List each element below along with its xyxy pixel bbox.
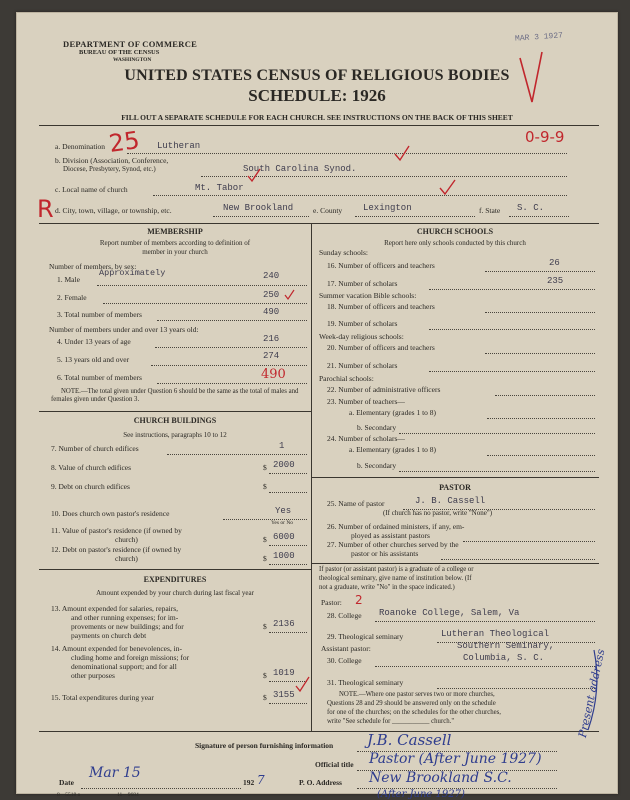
red-mark-code: 0-9-9 (525, 128, 565, 146)
form-instruction: FILL OUT A SEPARATE SCHEDULE FOR EACH CHURCH. SEE INSTRUCTIONS ON THE BACK OF THIS SHEET (121, 113, 513, 122)
owns-residence-field[interactable]: Yes (275, 506, 292, 516)
check-mark-icon (440, 180, 455, 194)
schedule-title: SCHEDULE: 1926 (248, 86, 386, 105)
owns-residence-label: 10. Does church own pastor's residence (51, 509, 170, 518)
graduate-note-2: theological seminary, give name of institution below. (If (319, 575, 472, 582)
dollar-sign: $ (263, 463, 267, 472)
city-name: WASHINGTON (113, 57, 152, 63)
pastor-note-4: write "See schedule for ___________ church." (327, 718, 455, 725)
parochial-scholars-label: 24. Number of scholars— (327, 434, 405, 443)
female-label: 2. Female (57, 293, 87, 302)
yes-no-hint: Yes or No (271, 520, 294, 526)
expenditures-heading: EXPENDITURES (143, 575, 207, 584)
over-13-field[interactable]: 274 (263, 351, 280, 361)
summer-teachers-label: 18. Number of officers and teachers (327, 302, 435, 311)
pastor-name-hint: (If church has no pastor, write "None") (383, 509, 493, 517)
salaries-field[interactable]: 2136 (273, 619, 295, 629)
assistant-ministers-label-2: ployed as assistant pastors (351, 531, 430, 540)
form-title: UNITED STATES CENSUS OF RELIGIOUS BODIES (124, 67, 510, 84)
buildings-intro: See instructions, paragraphs 10 to 12 (123, 431, 227, 439)
bureau-name: BUREAU OF THE CENSUS (79, 49, 160, 56)
parochial-teachers-sec-label: b. Secondary (357, 423, 397, 432)
sunday-teachers-label: 16. Number of officers and teachers (327, 261, 435, 270)
membership-intro-2: member in your church (142, 248, 208, 256)
pastor-name-label: 25. Name of pastor (327, 499, 385, 508)
date-label: Date (59, 778, 74, 787)
edifices-label: 7. Number of church edifices (51, 444, 139, 453)
male-count-field[interactable]: 240 (263, 271, 280, 281)
edifice-value-label: 8. Value of church edifices (51, 463, 132, 472)
assistant-college-label: 30. College (327, 656, 362, 665)
pastor-name-field[interactable]: J. B. Cassell (415, 496, 486, 506)
denomination-field[interactable]: Lutheran (157, 141, 201, 151)
form-number: 8—5518 a (57, 792, 81, 798)
total-expenditures-field[interactable]: 3155 (273, 690, 295, 700)
benevolences-label-1: 14. Amount expended for benevolences, in- (51, 644, 183, 653)
check-mark-icon (248, 169, 260, 181)
female-count-field[interactable]: 250 (263, 290, 280, 300)
year-digit[interactable]: 7 (257, 773, 265, 787)
salaries-label-4: payments on church debt (71, 631, 147, 640)
denomination-label: a. Denomination (55, 142, 105, 151)
po-address-label: P. O. Address (299, 778, 342, 787)
year-label: 192 (243, 778, 255, 787)
residence-debt-field[interactable]: 1000 (273, 551, 295, 561)
salaries-label-3: provements or new buildings; and for (71, 622, 184, 631)
dollar-sign: $ (263, 671, 267, 680)
total-expenditures-label: 15. Total expenditures during year (51, 693, 154, 702)
residence-value-field[interactable]: 6000 (273, 532, 295, 542)
total-members-field-6[interactable]: 490 (261, 367, 286, 382)
summer-schools-label: Summer vacation Bible schools: (319, 291, 417, 300)
male-label: 1. Male (57, 275, 80, 284)
official-title-label: Official title (315, 760, 354, 769)
schools-intro: Report here only schools conducted by this church (384, 239, 526, 247)
edifice-value-field[interactable]: 2000 (273, 460, 295, 470)
expenditures-intro: Amount expended by your church during last fiscal year (96, 589, 254, 597)
church-name-field[interactable]: Mt. Tabor (195, 183, 244, 193)
signature-label: Signature of person furnishing information (195, 741, 334, 750)
date-field[interactable]: Mar 15 (89, 765, 141, 781)
county-field[interactable]: Lexington (363, 203, 412, 213)
total-members-label-6: 6. Total number of members (57, 373, 142, 382)
city-field[interactable]: New Brookland (223, 203, 294, 213)
age-breakdown-label: Number of members under and over 13 years old: (49, 325, 199, 334)
dollar-sign: $ (263, 693, 267, 702)
state-field[interactable]: S. C. (517, 203, 545, 213)
division-field[interactable]: South Carolina Synod. (243, 164, 357, 174)
pastor-subheading: Pastor: (321, 598, 342, 607)
check-mark-icon (395, 146, 409, 160)
total-members-label-3: 3. Total number of members (57, 310, 142, 319)
edifice-debt-label: 9. Debt on church edifices (51, 482, 130, 491)
signature-field[interactable]: J.B. Cassell (367, 731, 452, 749)
city-label: d. City, town, village, or township, etc. (55, 206, 172, 215)
buildings-heading: CHURCH BUILDINGS (133, 416, 217, 425)
church-name-label: c. Local name of church (55, 185, 128, 194)
by-sex-label: Number of members, by sex: (49, 262, 137, 271)
state-label: f. State (479, 206, 501, 215)
sunday-scholars-label: 17. Number of scholars (327, 279, 398, 288)
assistant-pastor-subheading: Assistant pastor: (321, 644, 371, 653)
division-label-1: b. Division (Association, Conference, (55, 156, 169, 165)
weekday-scholars-label: 21. Number of scholars (327, 361, 398, 370)
seminary-label: 29. Theological seminary (327, 632, 404, 641)
dollar-sign: $ (263, 482, 267, 491)
print-number: 11—9684 (117, 792, 139, 798)
present-address-note: Present address (576, 647, 608, 739)
under-13-field[interactable]: 216 (263, 334, 280, 344)
seminary-field-2[interactable]: Southern Seminary, (457, 641, 555, 651)
assistant-seminary-label: 31. Theological seminary (327, 678, 404, 687)
red-mark-2: 2 (355, 593, 363, 607)
approximately-note: Approximately (99, 268, 166, 278)
weekday-schools-label: Week-day religious schools: (319, 332, 404, 341)
summer-scholars-label: 19. Number of scholars (327, 319, 398, 328)
benevolences-label-3: denominational support; and for all (71, 662, 177, 671)
graduate-note-1: If pastor (or assistant pastor) is a graduate of a college or (319, 566, 474, 573)
schools-heading: CHURCH SCHOOLS (416, 227, 494, 236)
department-name: DEPARTMENT OF COMMERCE (63, 39, 198, 49)
seminary-field-3[interactable]: Columbia, S. C. (463, 653, 545, 663)
official-title-field[interactable]: Pastor (After June 1927) (369, 751, 542, 767)
pastor-heading: PASTOR (439, 483, 471, 492)
benevolences-label-4: other purposes (71, 671, 115, 680)
parochial-scholars-sec-label: b. Secondary (357, 461, 397, 470)
parochial-scholars-elem-label: a. Elementary (grades 1 to 8) (349, 445, 437, 454)
check-mark-icon (296, 677, 309, 691)
assistant-ministers-label-1: 26. Number of ordained ministers, if any, em- (327, 522, 465, 531)
dollar-sign: $ (263, 622, 267, 631)
residence-debt-label-1: 12. Debt on pastor's residence (if owned by (51, 545, 182, 554)
po-address-field[interactable]: New Brookland S.C. (369, 770, 512, 786)
salaries-label-1: 13. Amount expended for salaries, repairs, (51, 604, 179, 613)
other-churches-label-2: pastor or his assistants (351, 549, 419, 558)
membership-intro-1: Report number of members according to definition of (99, 239, 251, 247)
residence-debt-label-2: church) (115, 554, 138, 563)
division-label-2: Diocese, Presbytery, Synod, etc.) (63, 165, 156, 173)
other-churches-label-1: 27. Number of other churches served by the (327, 540, 459, 549)
residence-value-label-2: church) (115, 535, 138, 544)
sunday-scholars-field[interactable]: 235 (547, 276, 564, 286)
salaries-label-2: and other running expenses; for im- (71, 613, 179, 622)
check-mark-icon (520, 52, 542, 102)
parochial-teachers-label: 23. Number of teachers— (327, 397, 405, 406)
parochial-officers-label: 22. Number of administrative officers (327, 385, 441, 394)
county-label: e. County (313, 206, 343, 215)
parochial-schools-label: Parochial schools: (319, 374, 374, 383)
red-mark-25: 25 (107, 126, 142, 158)
red-mark-r: R (37, 195, 54, 223)
bracket-stroke (588, 650, 597, 730)
sunday-schools-label: Sunday schools: (319, 248, 368, 257)
check-mark-icon (285, 290, 294, 299)
benevolences-field[interactable]: 1019 (273, 668, 295, 678)
pastor-note-3: for one of the churches; on the schedules for the other churches, (327, 709, 502, 716)
dollar-sign: $ (263, 554, 267, 563)
benevolences-label-2: cluding home and foreign missions; for (71, 653, 190, 662)
college-label: 28. College (327, 611, 362, 620)
weekday-teachers-label: 20. Number of officers and teachers (327, 343, 435, 352)
graduate-note-3: not a graduate, write "No" in the space indicated.) (319, 584, 455, 591)
pastor-note-2: Questions 28 and 29 should be answered only on the schedule (327, 700, 496, 707)
seminary-field-1[interactable]: Lutheran Theological (441, 629, 550, 639)
over-13-label: 5. 13 years old and over (57, 355, 130, 364)
edifices-count-field[interactable]: 1 (279, 441, 285, 451)
membership-heading: MEMBERSHIP (147, 227, 203, 236)
under-13-label: 4. Under 13 years of age (57, 337, 131, 346)
total-members-field-3[interactable]: 490 (263, 307, 280, 317)
college-field[interactable]: Roanoke College, Salem, Va (379, 608, 520, 618)
dollar-sign: $ (263, 535, 267, 544)
sunday-teachers-field[interactable]: 26 (549, 258, 560, 268)
parochial-teachers-elem-label: a. Elementary (grades 1 to 8) (349, 408, 437, 417)
pastor-note-1: NOTE.—Where one pastor serves two or more churches, (339, 691, 495, 698)
after-june-note: (After June 1927) (377, 789, 465, 800)
received-stamp: MAR 3 1927 (514, 31, 564, 44)
residence-value-label-1: 11. Value of pastor's residence (if owned by (51, 526, 182, 535)
membership-note: NOTE.—The total given under Question 6 should be the same as the total of males and females given under Question 3. (51, 388, 299, 404)
